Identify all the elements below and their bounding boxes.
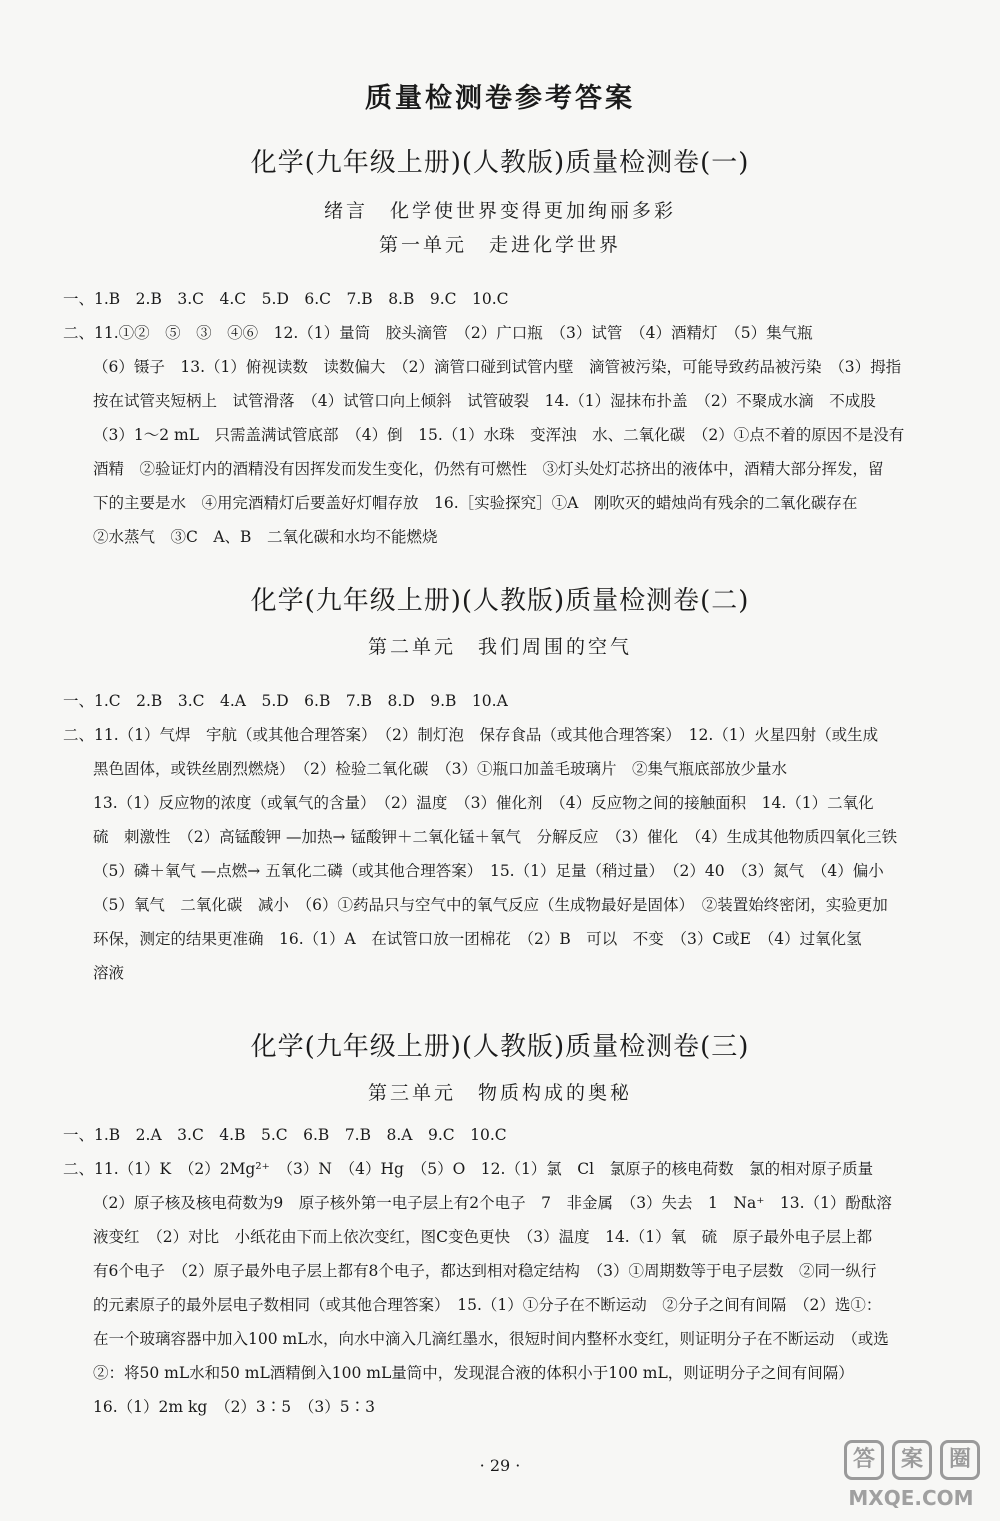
answer-line: 酒精 ②验证灯内的酒精没有因挥发而发生变化，仍然有可燃性 ③灯头处灯芯挤出的液体中，酒精大部分挥发，留: [93, 460, 884, 478]
section-2-title: 化学(九年级上册)(人教版)质量检测卷(二): [250, 586, 750, 616]
answer-line: （5）磷＋氧气 —点燃→ 五氧化二磷（或其他合理答案） 15.（1）足量（稍过量） （2）40 （3）氮气 （4）偏小: [93, 862, 884, 880]
section-2-answers: [63, 684, 968, 990]
answer-line: ②水蒸气 ③C A、B 二氧化碳和水均不能燃烧: [93, 528, 438, 546]
section-1-title: 化学(九年级上册)(人教版)质量检测卷(一): [250, 148, 750, 178]
answer-line: 硫 刺激性 （2）高锰酸钾 —加热→ 锰酸钾＋二氧化锰＋氧气 分解反应 （3）催化 （4）生成其他物质四氧化三铁: [93, 828, 898, 846]
section-2-subtitle: 第二单元 我们周围的空气: [367, 636, 632, 658]
section-3-subtitle: 第三单元 物质构成的奥秘: [367, 1082, 632, 1104]
watermark-char: 答: [844, 1440, 884, 1480]
answer-line: （2）原子核及核电荷数为9 原子核外第一电子层上有2个电子 7 非金属 （3）失去 1 Na⁺ 13.（1）酚酞溶: [93, 1194, 892, 1212]
answer-line: 液变红 （2）对比 小纸花由下而上依次变红，图C变色更快 （3）温度 14.（1）氧 硫 原子最外电子层上都: [93, 1228, 873, 1246]
section-3-title: 化学(九年级上册)(人教版)质量检测卷(三): [250, 1032, 750, 1062]
answer-line: 有6个电子 （2）原子最外电子层上都有8个电子，都达到相对稳定结构 （3）①周期数等于电子层数 ②同一纵行: [93, 1262, 877, 1280]
page-number: · 29 ·: [479, 1456, 521, 1475]
section-1-subtitle-2: 第一单元 走进化学世界: [378, 234, 621, 256]
answer-line: 16.（1）2m kg （2）3∶5 （3）5∶3: [93, 1398, 375, 1416]
watermark-logo: [836, 1440, 986, 1512]
answer-line: 二、11.（1）K （2）2Mg²⁺ （3）N （4）Hg （5）O 12.（1）氯 Cl 氯原子的核电荷数 氯的相对原子质量: [63, 1160, 874, 1178]
answer-line: （5）氧气 二氧化碳 减小 （6）①药品只与空气中的氧气反应（生成物最好是固体） ②装置始终密闭，实验更加: [93, 896, 888, 914]
answer-line: 环保，测定的结果更准确 16.（1）A 在试管口放一团棉花 （2）B 可以 不变 （3）C或E （4）过氧化氢: [93, 930, 862, 948]
answer-line: 按在试管夹短柄上 试管滑落 （4）试管口向上倾斜 试管破裂 14.（1）湿抹布扑盖 （2）不聚成水滴 不成股: [93, 392, 876, 410]
answer-line: 在一个玻璃容器中加入100 mL水，向水中滴入几滴红墨水，很短时间内整杯水变红，则证明分子在不断运动 （或选: [93, 1330, 889, 1348]
answer-line: （3）1～2 mL 只需盖满试管底部 （4）倒 15.（1）水珠 变浑浊 水、二氧化碳 （2）①点不着的原因不是没有: [93, 426, 905, 444]
watermark-char: 圈: [940, 1440, 980, 1480]
answer-line: 二、11.①② ⑤ ③ ④⑥ 12.（1）量筒 胶头滴管 （2）广口瓶 （3）试管 （4）酒精灯 （5）集气瓶: [63, 324, 813, 342]
answer-line: 13.（1）反应物的浓度（或氧气的含量） （2）温度 （3）催化剂 （4）反应物之间的接触面积 14.（1）二氧化: [93, 794, 874, 812]
section-1-answers: [63, 282, 968, 554]
page-title: 质量检测卷参考答案: [365, 83, 635, 114]
section-1-subtitle-1: 绪言 化学使世界变得更加绚丽多彩: [323, 200, 676, 222]
answer-line: （6）镊子 13.（1）俯视读数 读数偏大 （2）滴管口碰到试管内壁 滴管被污染，可能导致药品被污染 （3）拇指: [93, 358, 902, 376]
answer-line: 溶液: [93, 964, 125, 982]
answer-line: 黑色固体，或铁丝剧烈燃烧） （2）检验二氧化碳 （3）①瓶口加盖毛玻璃片 ②集气瓶底部放少量水: [93, 760, 787, 778]
answer-line: 二、11.（1）气焊 宇航（或其他合理答案） （2）制灯泡 保存食品（或其他合理答案） 12.（1）火星四射（或生成: [63, 726, 879, 744]
choice-answers: 一、1.B 2.A 3.C 4.B 5.C 6.B 7.B 8.A 9.C 10.C: [63, 1126, 507, 1144]
choice-answers: 一、1.C 2.B 3.C 4.A 5.D 6.B 7.B 8.D 9.B 10.A: [63, 692, 508, 710]
watermark-url: MXQE.COM: [848, 1486, 974, 1510]
answer-line: ②：将50 mL水和50 mL酒精倒入100 mL量筒中，发现混合液的体积小于100 mL，则证明分子之间有间隔）: [93, 1364, 854, 1382]
answer-line: 下的主要是水 ④用完酒精灯后要盖好灯帽存放 16.［实验探究］①A 刚吹灭的蜡烛尚有残余的二氧化碳存在: [93, 494, 858, 512]
choice-answers: 一、1.B 2.B 3.C 4.C 5.D 6.C 7.B 8.B 9.C 10.C: [63, 290, 509, 308]
watermark-char: 案: [892, 1440, 932, 1480]
answer-line: 的元素原子的最外层电子数相同（或其他合理答案） 15.（1）①分子在不断运动 ②分子之间有间隔 （2）选①：: [93, 1296, 882, 1314]
section-3-answers: [63, 1118, 968, 1424]
